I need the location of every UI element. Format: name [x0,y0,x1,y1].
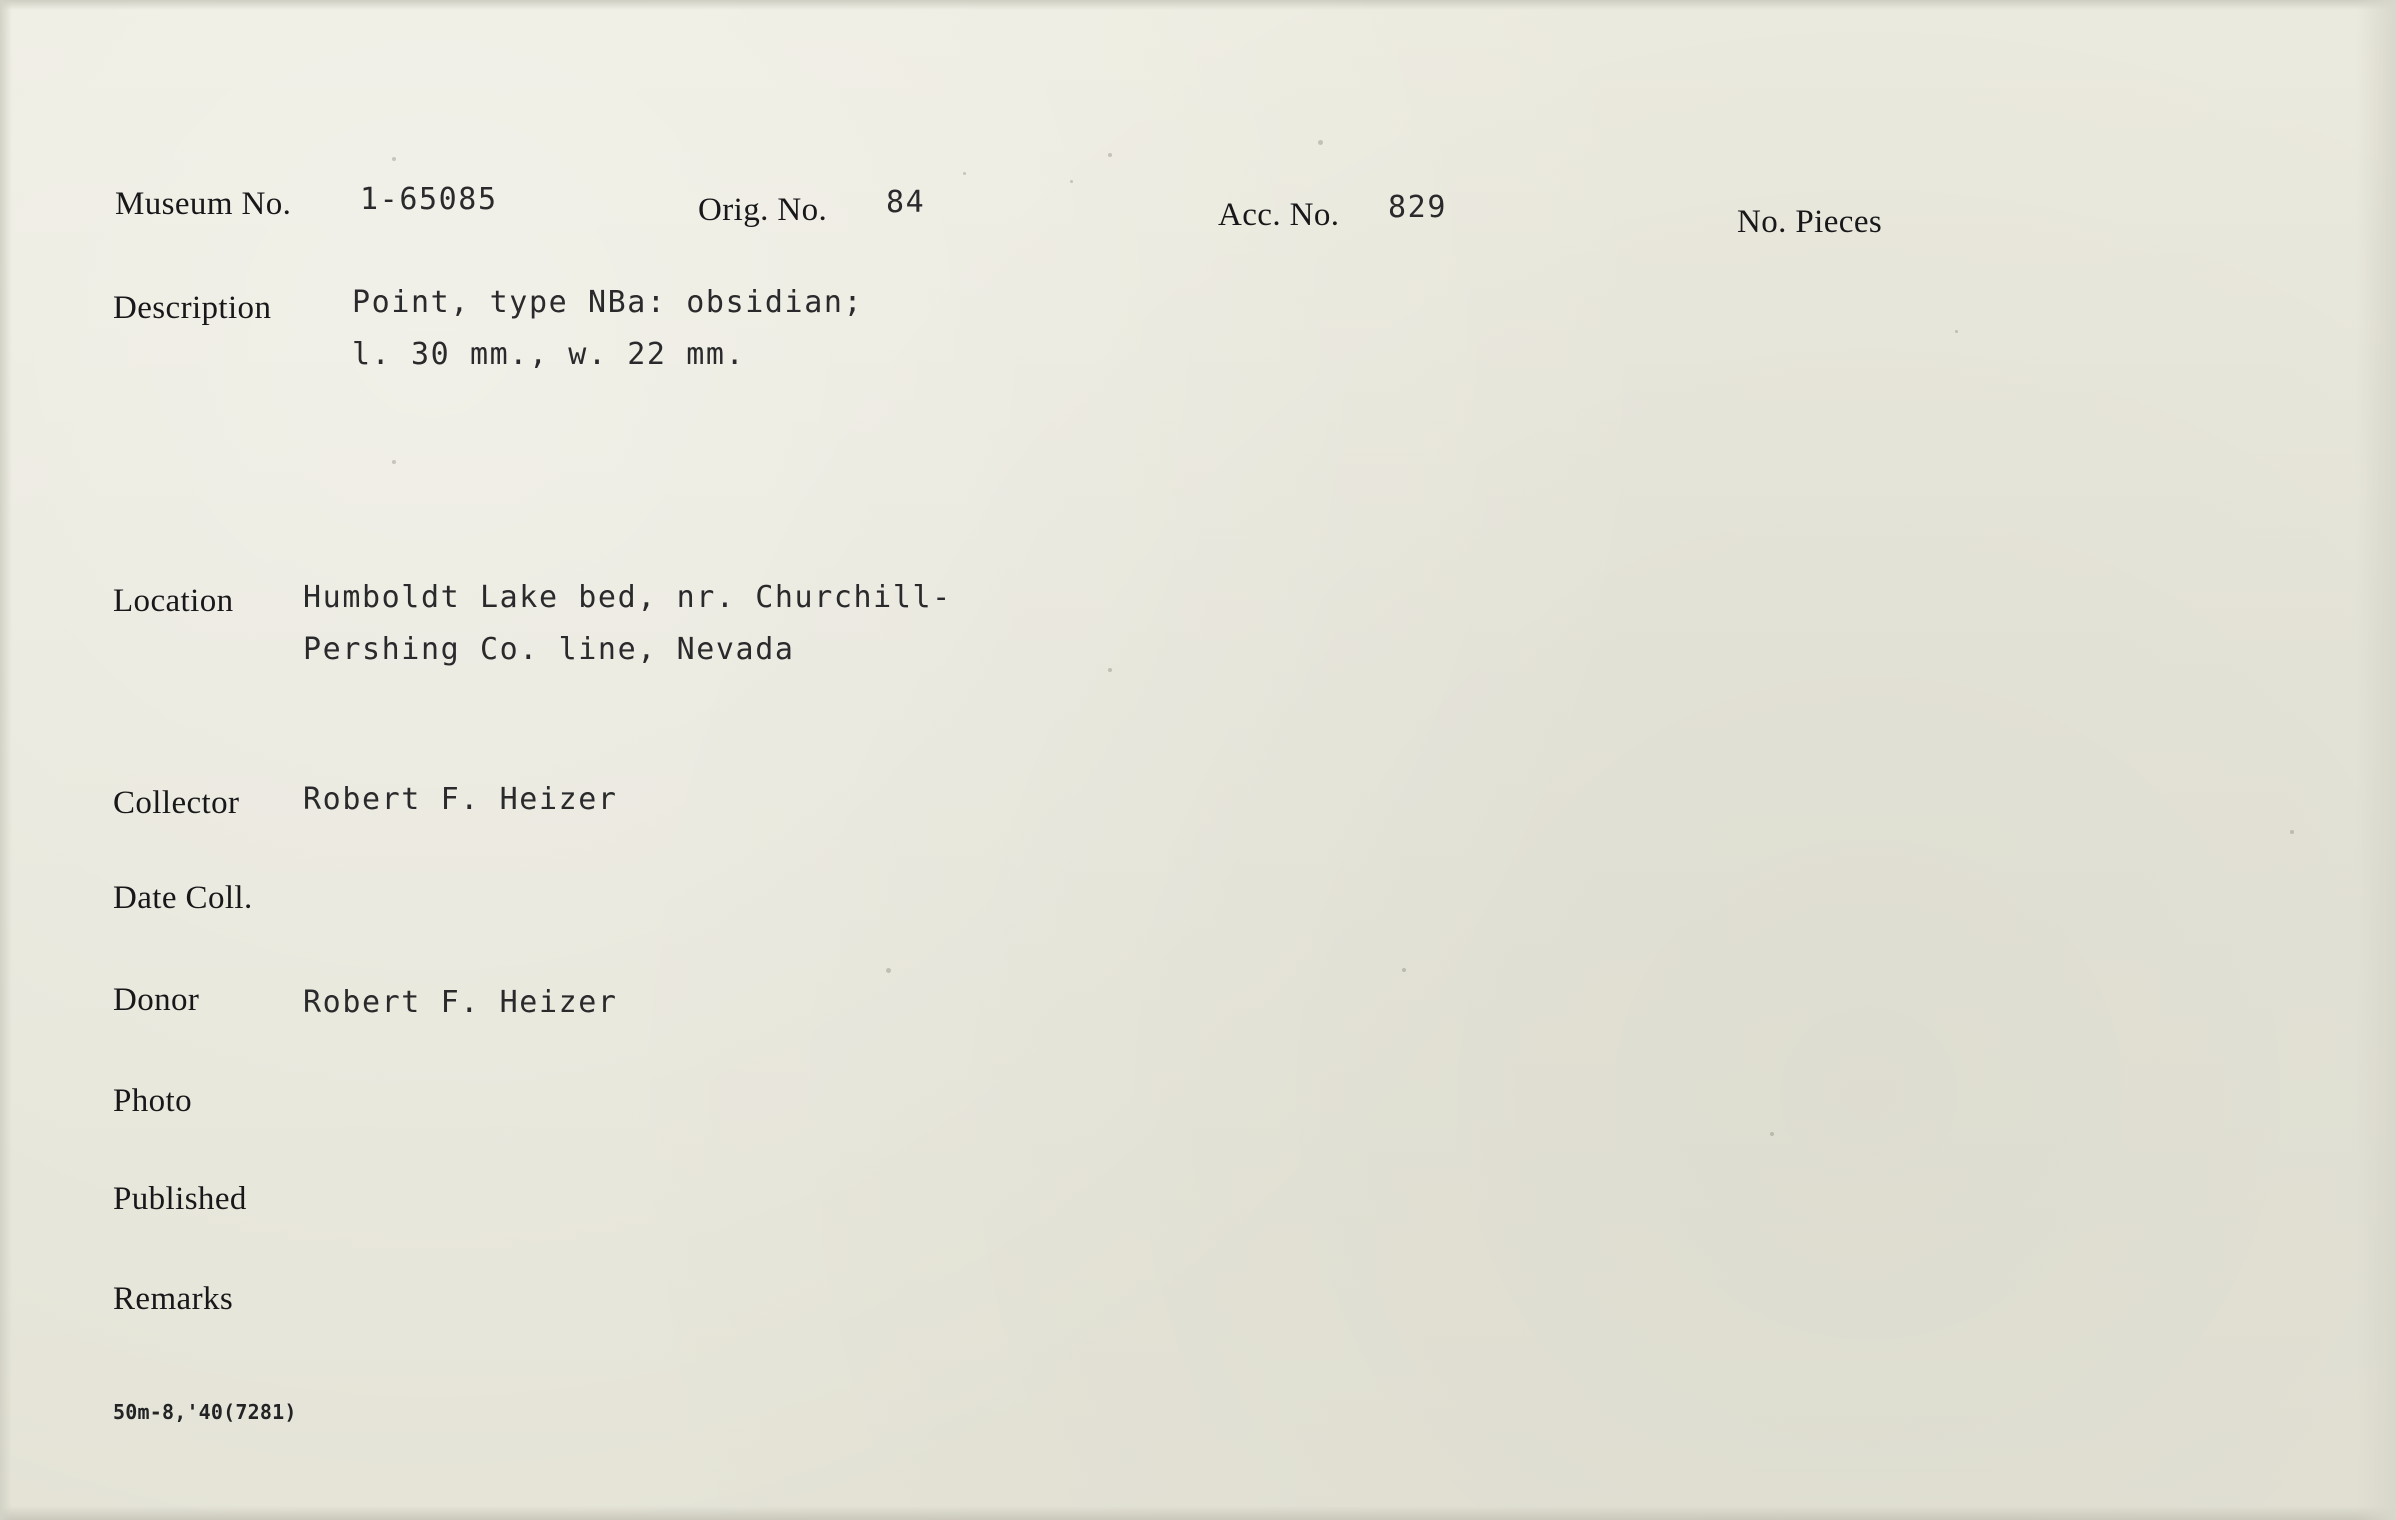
published-label: Published [113,1181,247,1217]
scan-speck [1108,668,1112,672]
scan-speck [2290,830,2294,834]
scan-speck [1108,153,1112,157]
scan-speck [1070,180,1073,183]
location-label: Location [113,583,234,619]
no-pieces-label: No. Pieces [1737,204,1883,240]
orig-no-value: 84 [886,185,926,220]
date-coll-label: Date Coll. [113,880,253,916]
print-imprint: 50m-8,'40(7281) [113,1400,297,1424]
donor-label: Donor [113,982,200,1018]
description-value-line-2: l. 30 mm., w. 22 mm. [352,337,746,372]
card-edge-bottom [0,1506,2396,1520]
scan-speck [392,157,396,161]
orig-no-label: Orig. No. [698,192,828,228]
description-value-line-1: Point, type NBa: obsidian; [352,285,864,320]
remarks-label: Remarks [113,1281,234,1317]
acc-no-label: Acc. No. [1218,197,1340,233]
card-edge-right [2356,0,2396,1520]
scan-speck [1955,330,1958,333]
acc-no-value: 829 [1388,190,1447,225]
donor-value: Robert F. Heizer [303,985,618,1020]
photo-label: Photo [113,1083,193,1119]
scan-speck [963,172,966,175]
scan-speck [886,968,891,973]
card-edge-top [0,0,2396,10]
location-value-line-2: Pershing Co. line, Nevada [303,632,795,667]
collector-value: Robert F. Heizer [303,782,618,817]
museum-no-label: Museum No. [115,186,292,222]
scan-speck [392,460,396,464]
scan-speck [1402,968,1406,972]
museum-no-value: 1-65085 [360,182,498,217]
collector-label: Collector [113,785,240,821]
scan-speck [1770,1132,1774,1136]
description-label: Description [113,290,272,326]
scan-speck [1318,140,1323,145]
location-value-line-1: Humboldt Lake bed, nr. Churchill- [303,580,952,615]
card-edge-left [0,0,12,1520]
